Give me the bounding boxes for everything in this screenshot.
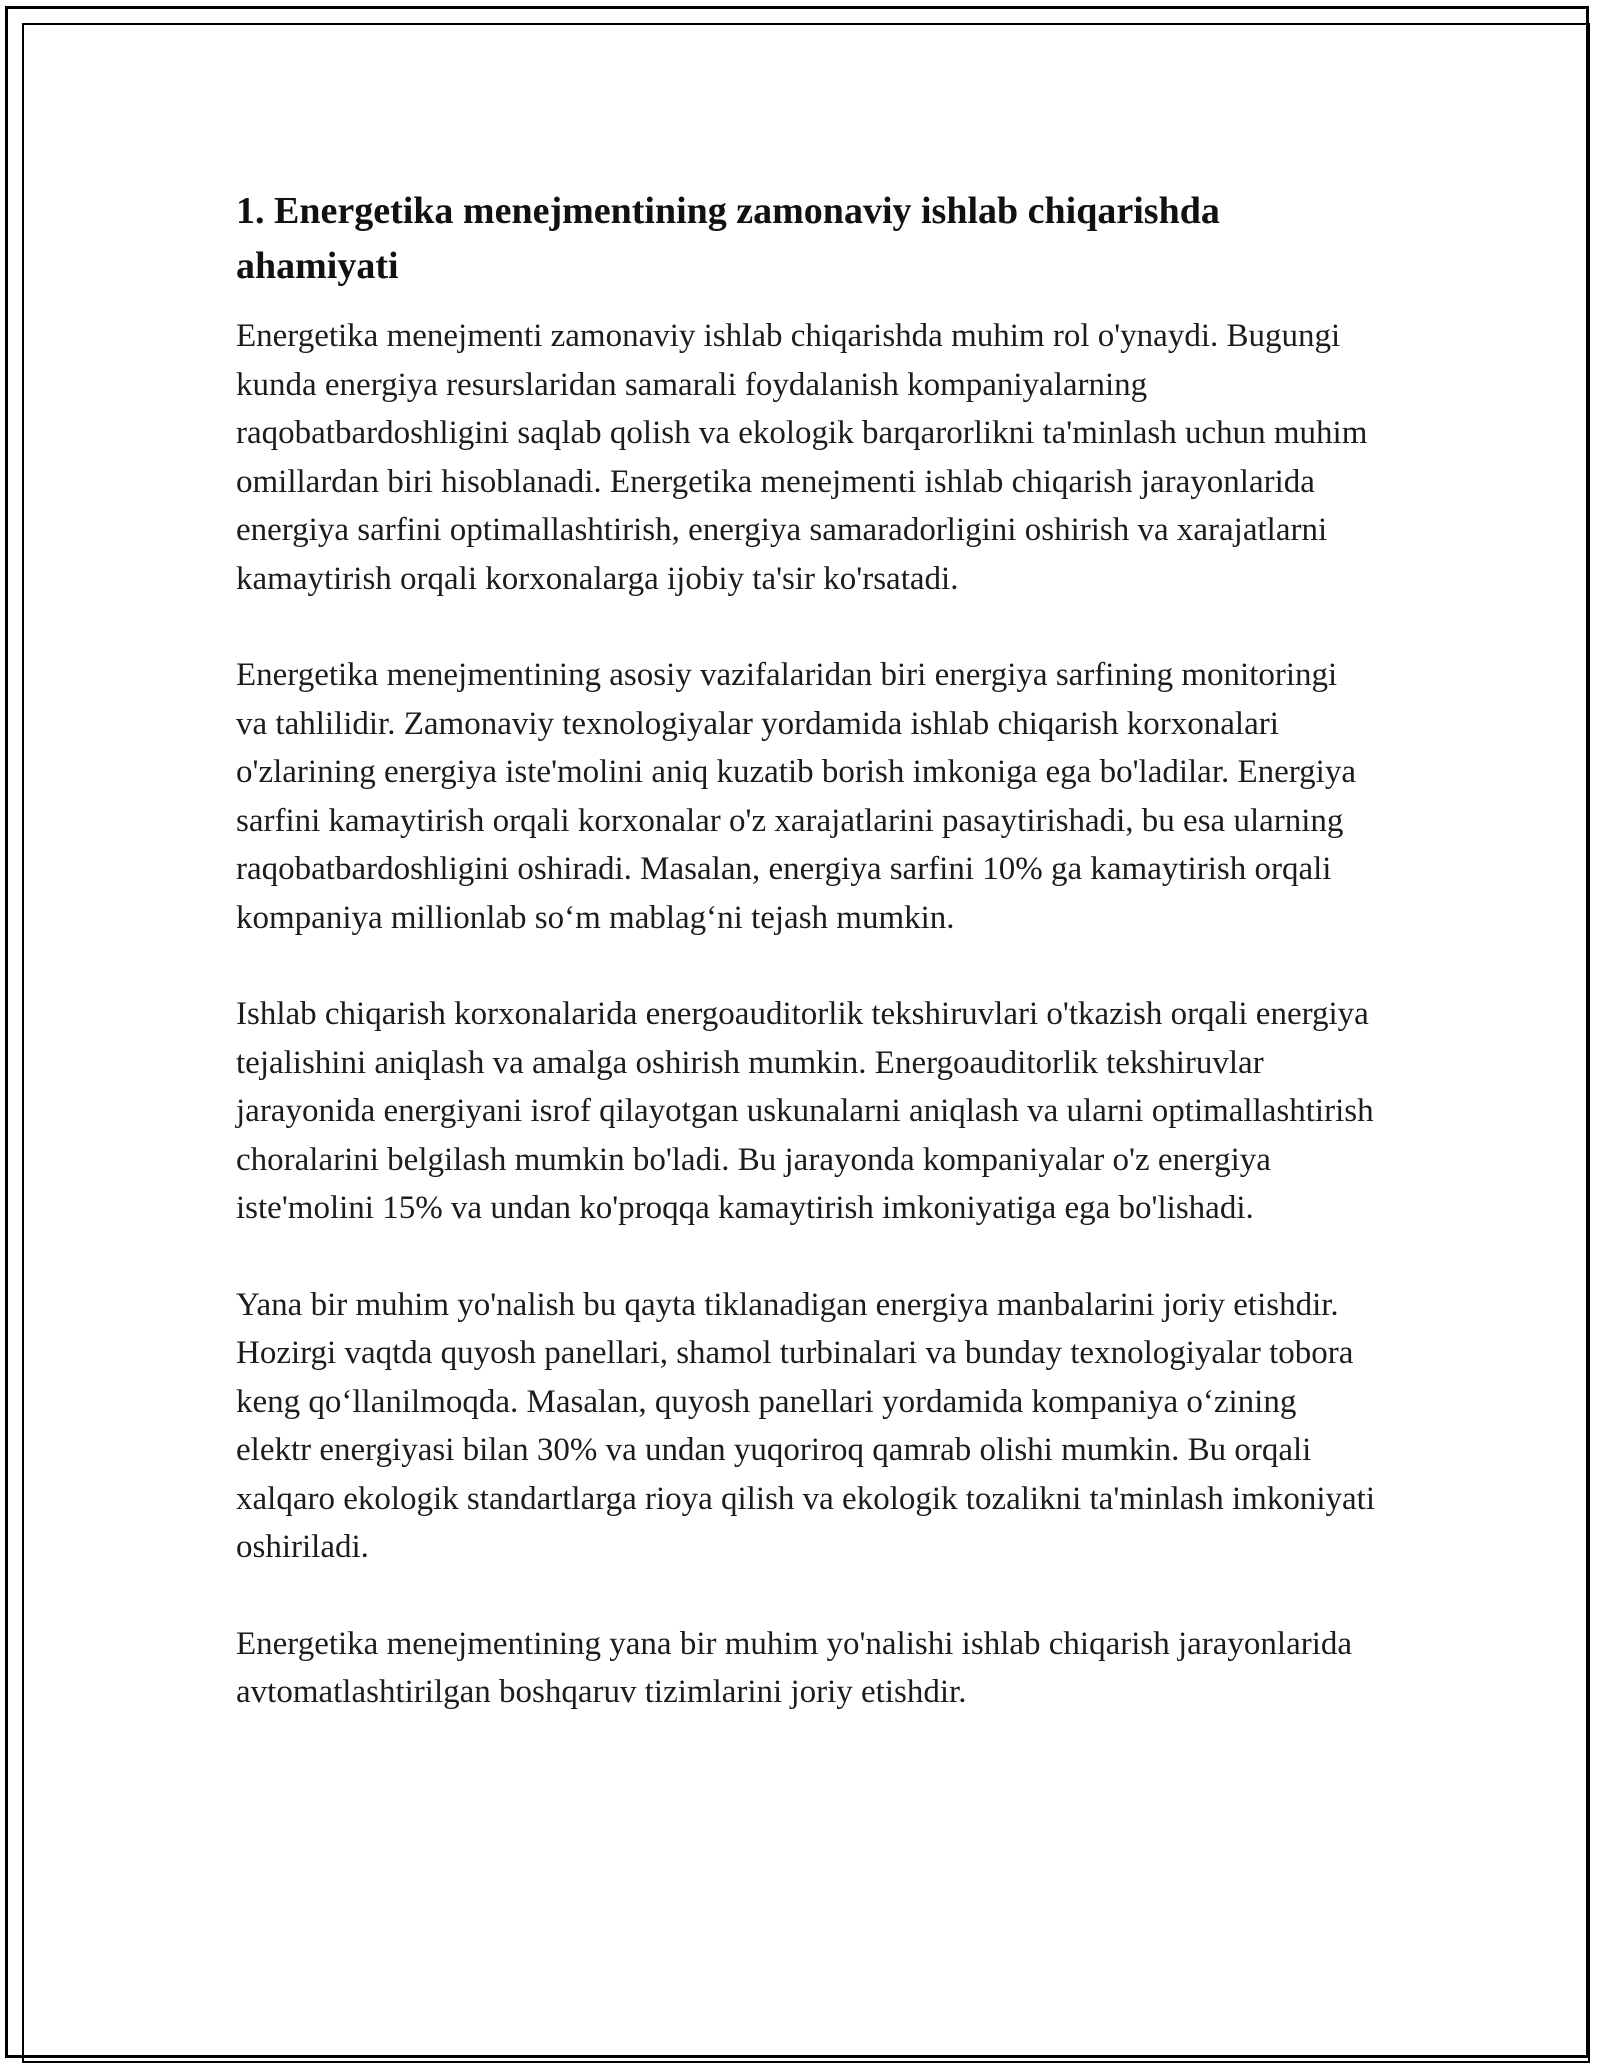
paragraph-1: Energetika menejmenti zamonaviy ishlab chiqarishda muhim rol o'ynaydi. Bugungi kunda energiya resurslaridan samarali foydalanish kompaniyalarning raqobatbardoshligini saqlab qolish va ekologik barqarorlikni ta'minlash uchun muhim omillardan biri hisoblanadi. Energetika menejmenti ishlab chiqarish jarayonlarida energiya sarfini optimallashtirish, energiya samaradorligini oshirish va xarajatlarni kamaytirish orqali korxonalarga ijobiy ta'sir ko'rsatadi. [236, 318, 1368, 597]
paragraph-3: Ishlab chiqarish korxonalarida energoauditorlik tekshiruvlari o'tkazish orqali energiya tejalishini aniqlash va amalga oshirish mumkin. Energoauditorlik tekshiruvlar jarayonida energiyani isrof qilayotgan uskunalarni aniqlash va ularni optimallashtirish choralarini belgilash mumkin bo'ladi. Bu jarayonda kompaniyalar o'z energiya iste'molini 15% va undan ko'proqqa kamaytirish imkoniyatiga ega bo'lishadi. [236, 996, 1374, 1226]
paragraph-5: Energetika menejmentining yana bir muhim yo'nalishi ishlab chiqarish jarayonlarida avtomatlashtirilgan boshqaruv tizimlarini joriy etishdir. [236, 1625, 1353, 1710]
document-body [236, 184, 1376, 1717]
paragraph-2: Energetika menejmentining asosiy vazifalaridan biri energiya sarfining monitoringi va tahlilidir. Zamonaviy texnologiyalar yordamida ishlab chiqarish korxonalari o'zlarining energiya iste'molini aniq kuzatib borish imkoniga ega bo'ladilar. Energiya sarfini kamaytirish orqali korxonalar o'z xarajatlarini pasaytirishadi, bu esa ularning raqobatbardoshligini oshiradi. Masalan, energiya sarfini 10% ga kamaytirish orqali kompaniya millionlab so‘m mablag‘ni tejash mumkin. [236, 657, 1357, 936]
section-heading: 1. Energetika menejmentining zamonaviy ishlab chiqarishda ahamiyati [236, 190, 1220, 287]
paragraph-4: Yana bir muhim yo'nalish bu qayta tiklanadigan energiya manbalarini joriy etishdir. Hozirgi vaqtda quyosh panellari, shamol turbinalari va bunday texnologiyalar tobora keng qo‘llanilmoqda. Masalan, quyosh panellari yordamida kompaniya o‘zining elektr energiyasi bilan 30% va undan yuqoriroq qamrab olishi mumkin. Bu orqali xalqaro ekologik standartlarga rioya qilish va ekologik tozalikni ta'minlash imkoniyati oshiriladi. [236, 1286, 1375, 1565]
